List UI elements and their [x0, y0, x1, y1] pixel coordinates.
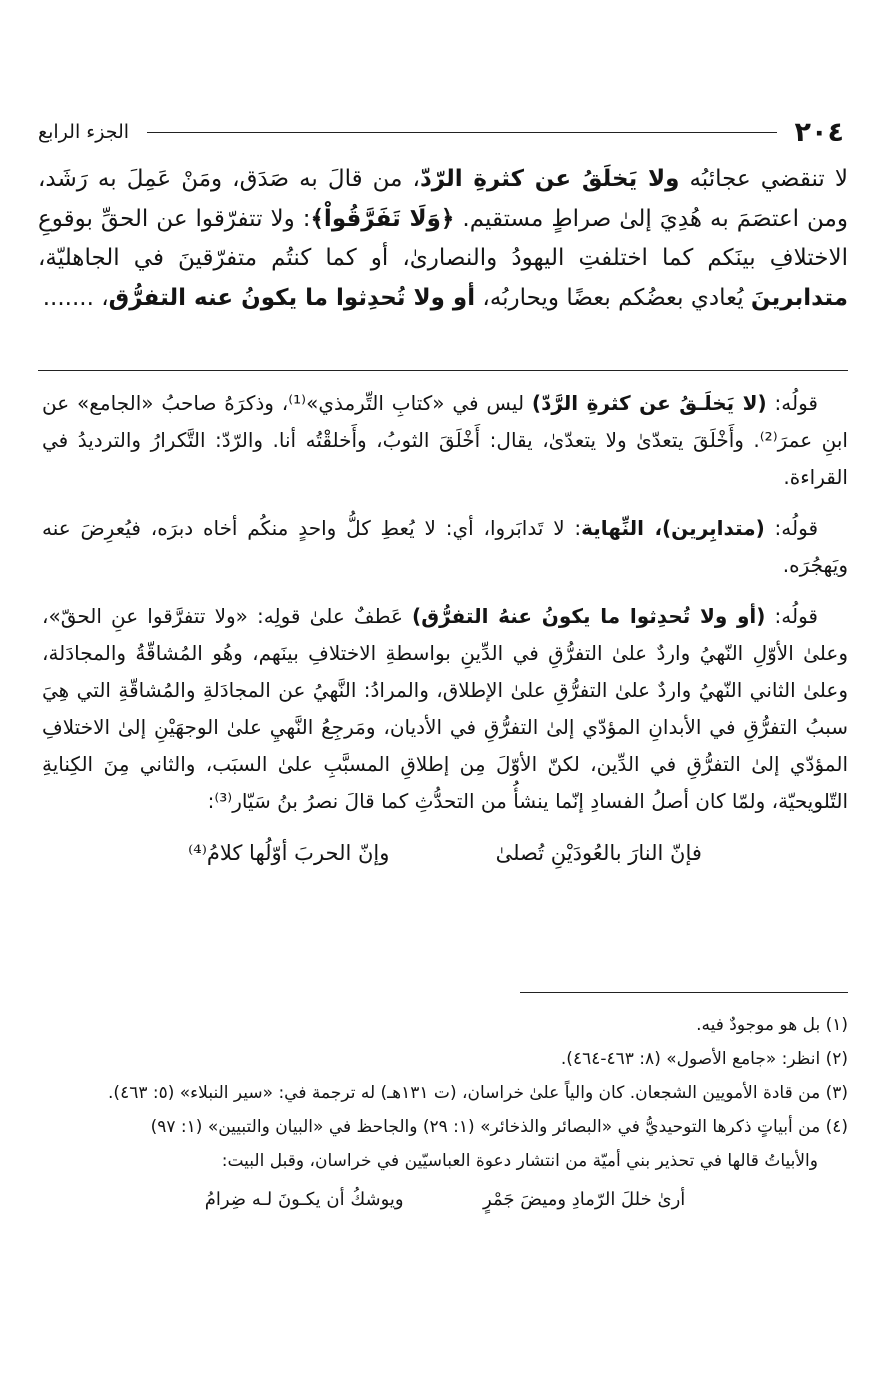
header-rule [147, 132, 777, 133]
quran-quote: ﴿وَلَا تَفَرَّقُواْ﴾ [310, 205, 455, 232]
main-text-segment: ، من قالَ به صَدَق، ومَنْ عَمِلَ به رَشَد، ومن اعتصَمَ به هُدِيَ إلىٰ صراطٍ مستقيم. [38, 166, 848, 232]
main-text-segment: لا تنقضي عجائبُه [679, 166, 848, 192]
main-text-segment: ، ....... [42, 284, 109, 311]
commentary-body: : لا تَدابَروا، أي: لا يُعطِ كلُّ واحدٍ منكُم أخاه دبرَه، فيُعرِضَ عنه ويَهجُرَه. [42, 516, 848, 577]
running-header [38, 112, 844, 152]
footnote-verse [165, 1182, 725, 1218]
footnote-4-continuation: والأبياتُ قالها في تحذير بني أميّة من انتشار دعوة العباسيّين في خراسان، وقبل البيت: [221, 1151, 818, 1171]
main-text-segment: : ولا تتفرّقوا عن الحقِّ بوقوعِ الاختلافِ بينَكم كما اختلفتِ اليهودُ والنصارىٰ، أو كما كنتُم متفرّقينَ في الجاهليّة، [38, 205, 848, 271]
commentary-lead: قولُه: [766, 391, 818, 415]
main-text-segment: يُعادي بعضُكم بعضًا ويحاربُه، [475, 284, 751, 311]
footnote-verse-first: أرىٰ خللَ الرّمادِ وميضَ جَمْرٍ [483, 1189, 686, 1210]
main-text-bold: أو ولا تُحدِثوا ما يكونُ عنه التفرُّق [108, 284, 476, 311]
commentary [42, 385, 848, 872]
volume-label: الجزء الرابع [38, 121, 130, 143]
commentary-lead: قولُه: [765, 604, 818, 628]
main-text [38, 160, 848, 318]
commentary-lemma: (لا يَخلَـقُ عن كثرةِ الرَّدّ) [531, 391, 767, 415]
main-divider [38, 370, 848, 371]
commentary-body: ليس في «كتابِ التِّرمذي»⁽¹⁾، وذكرَهُ صاحبُ «الجامع» عن ابنِ عمرَ⁽²⁾. وأَخْلَقَ يتعدّىٰ ولا يتعدّىٰ، يقال: أَخْلَقَ الثوبُ، وأَخلقْتُه أنا. والرّدّ: التَّكرارُ والترديدُ في القراءة. [42, 391, 848, 489]
commentary-paragraph [42, 385, 848, 496]
footnote-1: (١) بل هو موجودٌ فيه. [696, 1015, 848, 1035]
footnotes [42, 1008, 848, 1218]
verse-second-hemistich: وإنّ الحربَ أوّلُها كلامُ⁽⁴⁾ [188, 841, 390, 865]
main-text-bold: متدابرينَ [750, 284, 848, 311]
poetry-verse [135, 834, 755, 872]
footnote-2: (٢) انظر: «جامع الأصول» (٨: ٤٦٣-٤٦٤). [560, 1049, 848, 1069]
commentary-lemma: (أو ولا تُحدِثوا ما يكونُ عنهُ التفرُّق) [412, 604, 766, 628]
footnote-3: (٣) من قادة الأمويين الشجعان. كان والياً علىٰ خراسان، (ت ١٣١هـ) له ترجمة في: «سير النبلاء» (٥: ٤٦٣). [108, 1083, 848, 1103]
commentary-paragraph [42, 598, 848, 820]
footnote-divider [520, 992, 848, 993]
verse-first-hemistich: فإنّ النارَ بالعُودَيْنِ تُصلىٰ [495, 841, 702, 865]
commentary-lead: قولُه: [764, 516, 818, 540]
footnote-4: (٤) من أبياتٍ ذكرها التوحيديُّ في «البصائر والذخائر» (١: ٢٩) والجاحظ في «البيان والتبيين» (١: ٩٧) [150, 1117, 848, 1137]
main-text-bold: ولا يَخلَقُ عن كثرةِ الرّدّ [419, 166, 680, 192]
page-number: ٢٠٤ [794, 116, 844, 148]
commentary-lemma: (متدابِرين)، النِّهاية [581, 516, 765, 540]
commentary-paragraph [42, 510, 848, 584]
footnote-verse-second: ويوشكُ أن يكـونَ لـه ضِرامُ [204, 1189, 404, 1210]
commentary-body: عَطفٌ علىٰ قولِه: «ولا تتفرَّقوا عنِ الحقّ»، وعلىٰ الأوّلِ النّهيُ واردٌ علىٰ التفرُّقِ في الدِّينِ بواسطةِ الاختلافِ بينَهم، وهُو المُشاقّةُ والمجادَلة، وعلىٰ الثاني النّهيُ واردٌ علىٰ التفرُّقِ علىٰ الإطلاق، والمرادُ: النَّهيُ عن المجادَلةِ والمُشاقّةِ التي هِيَ سببُ التفرُّقِ في الأبدانِ المؤدّي إلىٰ التفرُّقِ في الأديان، ومَرجِعُ النَّهيِ علىٰ الوجهَيْنِ إلىٰ الاختلافِ المؤدّي إلىٰ التفرُّقِ في الدِّين، لكنّ الأوّلَ مِن إطلاقِ المسبَّبِ علىٰ السبَب، والثاني مِنَ الكِنايةِ التّلويحيّة، ولمّا كان أصلُ الفسادِ إنّما ينشأُ من التحدُّثِ كما قالَ نصرُ بنُ سَيّار⁽³⁾: [42, 604, 848, 813]
